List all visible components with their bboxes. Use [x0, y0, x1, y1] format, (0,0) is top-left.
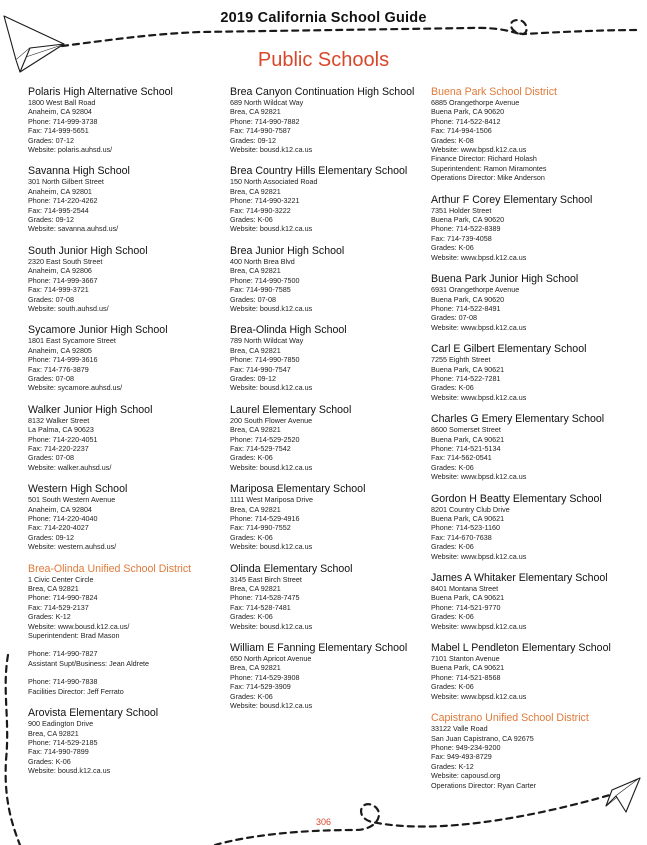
entry-detail-line: Fax: 714-990-7585 — [230, 285, 291, 295]
listing-column-3 — [431, 86, 641, 801]
entry-detail-line: 501 South Western Avenue — [28, 495, 116, 505]
entry-detail-line: Phone: 714-999-3667 — [28, 275, 98, 285]
entry-detail-line: Website: bousd.k12.ca.us — [230, 542, 313, 552]
entry-detail-line: Grades: K-06 — [431, 682, 474, 692]
school-entry — [431, 572, 641, 631]
entry-detail-line: Grades: K-06 — [431, 462, 474, 472]
school-name: Savanna High School — [28, 165, 130, 178]
entry-detail-line: Grades: K-06 — [230, 691, 273, 701]
entry-detail-line: La Palma, CA 90623 — [28, 425, 94, 435]
entry-detail-line: Grades: K-06 — [28, 756, 71, 766]
entry-detail-line: Buena Park, CA 90621 — [431, 514, 505, 523]
district-entry — [28, 563, 228, 696]
entry-detail-line: Website: south.auhsd.us/ — [28, 303, 109, 313]
entry-detail-line: Anaheim, CA 92805 — [28, 345, 92, 355]
entry-detail-line: Brea, CA 92821 — [230, 425, 281, 435]
entry-detail-line: Fax: 714-994-1506 — [431, 126, 492, 136]
school-entry — [28, 404, 228, 472]
entry-detail-line: 1 Civic Center Circle — [28, 574, 94, 584]
school-entry — [230, 245, 430, 313]
district-entry — [431, 712, 641, 790]
entry-detail-line: Anaheim, CA 92804 — [28, 107, 92, 117]
school-entry — [28, 324, 228, 392]
entry-detail-line: 2320 East South Street — [28, 256, 103, 266]
entry-detail-line: 1800 West Ball Road — [28, 98, 96, 107]
entry-detail-line: Phone: 714-523-1160 — [431, 523, 501, 533]
entry-detail-line: Phone: 714-990-7500 — [230, 275, 300, 285]
entry-detail-line: Website: savanna.auhsd.us/ — [28, 224, 119, 234]
entry-detail-line: Anaheim, CA 92801 — [28, 186, 92, 196]
school-name: Buena Park Junior High School — [431, 273, 579, 286]
entry-detail-line: 8132 Walker Street — [28, 415, 90, 425]
school-entry — [28, 245, 228, 313]
entry-detail-line: 200 South Flower Avenue — [230, 415, 313, 425]
district-name: Buena Park School District — [431, 86, 558, 98]
school-name: Carl E Gilbert Elementary School — [431, 343, 587, 356]
school-name: Brea Junior High School — [230, 244, 345, 257]
entry-detail-line: Anaheim, CA 92806 — [28, 266, 92, 276]
entry-detail-line: Grades: K-06 — [230, 532, 273, 542]
entry-detail-line: Brea, CA 92821 — [230, 345, 281, 355]
entry-detail-line: Fax: 714-990-7552 — [230, 523, 291, 533]
entry-detail-line: Website: polaris.auhsd.us/ — [28, 145, 113, 155]
entry-detail-line: Website: www.bpsd.k12.ca.us — [431, 145, 527, 155]
entry-detail-line: Fax: 714-990-7899 — [28, 747, 89, 757]
school-name: Brea-Olinda High School — [230, 324, 347, 337]
entry-detail-line: Fax: 714-529-3909 — [230, 682, 291, 692]
entry-detail-line: Grades: 07-08 — [28, 453, 74, 463]
entry-detail-line: Buena Park, CA 90621 — [431, 663, 505, 673]
entry-detail-line: Phone: 714-999-3616 — [28, 355, 98, 365]
entry-detail-line: Website: bousd.k12.ca.us — [230, 462, 313, 472]
entry-detail-line: Phone: 714-522-8389 — [431, 224, 501, 234]
school-entry — [431, 194, 641, 262]
district-name: Capistrano Unified School District — [431, 712, 589, 725]
entry-detail-line: Website: www.bpsd.k12.ca.us — [431, 691, 527, 701]
entry-detail-line: Grades: 09-12 — [28, 215, 74, 225]
entry-detail-line: Phone: 714-521-9770 — [431, 602, 501, 612]
entry-detail-line: Phone: 714-220-4040 — [28, 514, 98, 523]
entry-detail-line: Website: bousd.k12.ca.us — [230, 145, 313, 155]
entry-detail-line: Fax: 714-562-0541 — [431, 453, 492, 463]
entry-detail-line: Buena Park, CA 90620 — [431, 294, 505, 304]
entry-detail-line: Brea, CA 92821 — [28, 728, 79, 738]
entry-detail-line: San Juan Capistrano, CA 92675 — [431, 733, 534, 743]
entry-detail-line: Assistant Supt/Business: Jean Aldrete — [28, 658, 150, 668]
entry-detail-line: 650 North Apricot Avenue — [230, 654, 312, 664]
entry-detail-line: 900 Eadington Drive — [28, 719, 94, 729]
entry-detail-line: Grades: 07-08 — [230, 294, 276, 304]
entry-detail-line: Phone: 714-990-3221 — [230, 196, 300, 206]
entry-detail-line: 1801 East Sycamore Street — [28, 336, 116, 346]
entry-detail-line: Buena Park, CA 90621 — [431, 593, 505, 603]
entry-detail-line: Phone: 714-522-8412 — [431, 116, 501, 126]
school-name: Brea Country Hills Elementary School — [230, 165, 408, 178]
entry-detail-line: Phone: 714-522-7281 — [431, 373, 501, 383]
entry-detail-line: Website: western.auhsd.us/ — [28, 542, 117, 552]
entry-detail-line: 301 North Gilbert Street — [28, 177, 104, 187]
section-title: Public Schools — [257, 49, 390, 71]
entry-detail-line: Website: www.bpsd.k12.ca.us — [431, 322, 527, 332]
entry-detail-line: Fax: 714-670-7638 — [431, 532, 492, 542]
entry-detail-line: Fax: 714-995-2544 — [28, 205, 89, 215]
entry-detail-line: Fax: 714-990-7587 — [230, 126, 291, 136]
entry-detail-line: Grades: 07-12 — [28, 135, 74, 145]
entry-detail-line: Fax: 714-528-7481 — [230, 602, 291, 612]
school-name: Sycamore Junior High School — [28, 324, 168, 337]
entry-detail-line: 7255 Eighth Street — [431, 355, 491, 365]
school-name: Polaris High Alternative School — [28, 86, 173, 98]
entry-detail-line: Phone: 714-220-4262 — [28, 196, 98, 206]
entry-detail-line: Superintendent: Brad Mason — [28, 631, 120, 641]
entry-detail-line: Fax: 714-999-5651 — [28, 126, 89, 136]
entry-detail-line: Grades: K-12 — [28, 612, 71, 622]
entry-detail-line: Grades: 07-08 — [28, 373, 74, 383]
entry-detail-line: Phone: 714-521-8568 — [431, 672, 501, 682]
entry-detail-line: Facilities Director: Jeff Ferrato — [28, 686, 124, 696]
entry-detail-line: 8201 Country Club Drive — [431, 504, 510, 514]
entry-detail-line: Brea, CA 92821 — [230, 266, 281, 276]
guide-title: 2019 California School Guide — [220, 10, 427, 26]
entry-detail-line: Brea, CA 92821 — [28, 584, 79, 594]
entry-detail-line: Phone: 714-529-3908 — [230, 672, 300, 682]
school-name: Western High School — [28, 483, 128, 496]
entry-detail-line: Website: www.bousd.k12.ca.us/ — [28, 621, 130, 631]
entry-detail-line: Grades: K-06 — [230, 215, 273, 225]
school-name: Walker Junior High School — [28, 403, 153, 416]
entry-detail-line: Website: www.bpsd.k12.ca.us — [431, 252, 527, 262]
school-entry — [28, 707, 228, 775]
entry-detail-line: 6931 Orangethorpe Avenue — [431, 285, 520, 295]
school-entry — [431, 642, 641, 701]
entry-detail-line: Phone: 714-521-5134 — [431, 443, 501, 453]
entry-detail-line: Operations Director: Ryan Carter — [431, 780, 537, 790]
entry-detail-line: 3145 East Birch Street — [230, 574, 302, 584]
school-name: Arovista Elementary School — [28, 707, 159, 720]
school-entry — [431, 343, 641, 402]
entry-detail-line: Brea, CA 92821 — [230, 186, 281, 196]
entry-detail-line: Fax: 714-990-7547 — [230, 364, 291, 374]
entry-detail-line: Phone: 714-522-8491 — [431, 303, 501, 313]
school-name: Brea Canyon Continuation High School — [230, 86, 415, 98]
entry-detail-line: 7351 Holder Street — [431, 205, 492, 215]
school-name: Olinda Elementary School — [230, 562, 353, 575]
entry-detail-line: Website: capousd.org — [431, 771, 501, 781]
entry-detail-line: Website: bousd.k12.ca.us — [230, 383, 313, 393]
entry-detail-line: Fax: 714-220-2237 — [28, 443, 89, 453]
entry-detail-line: Grades: 09-12 — [230, 373, 276, 383]
entry-detail-line: Fax: 714-529-2137 — [28, 602, 89, 612]
entry-detail-line: Fax: 714-990-3222 — [230, 205, 291, 215]
entry-detail-line: Phone: 714-529-4916 — [230, 514, 300, 523]
entry-detail-line: Fax: 714-776-3879 — [28, 364, 89, 374]
entry-detail-line: Grades: K-06 — [431, 243, 474, 253]
entry-detail-line: Phone: 714-528-7475 — [230, 593, 300, 603]
entry-detail-line: Brea, CA 92821 — [230, 584, 281, 594]
entry-detail-line: Website: sycamore.auhsd.us/ — [28, 383, 123, 393]
entry-detail-line: Phone: 714-990-7882 — [230, 116, 300, 126]
entry-detail-line: 6885 Orangethorpe Avenue — [431, 98, 520, 107]
school-name: Mabel L Pendleton Elementary School — [431, 642, 611, 655]
entry-detail-line: Grades: K-12 — [431, 761, 474, 771]
entry-detail-line: Grades: K-06 — [431, 383, 474, 393]
entry-detail-line: Website: bousd.k12.ca.us — [28, 766, 111, 776]
entry-detail-line: Grades: 09-12 — [28, 532, 74, 542]
listing-column-2 — [230, 86, 430, 722]
entry-detail-line: Brea, CA 92821 — [230, 107, 281, 117]
school-entry — [28, 86, 228, 154]
entry-detail-line: Fax: 714-999-3721 — [28, 285, 89, 295]
entry-detail-line: 150 North Associated Road — [230, 177, 318, 187]
entry-detail-line: Anaheim, CA 92804 — [28, 504, 92, 514]
entry-detail-line: Grades: 07-08 — [431, 313, 477, 323]
school-entry — [230, 404, 430, 472]
school-name: William E Fanning Elementary School — [230, 642, 408, 655]
district-entry — [431, 86, 641, 183]
entry-detail-line: Brea, CA 92821 — [230, 663, 281, 673]
district-name: Brea-Olinda Unified School District — [28, 562, 192, 575]
school-entry — [28, 165, 228, 233]
entry-detail-line: Finance Director: Richard Holash — [431, 154, 537, 164]
entry-detail-line: Phone: 949-234-9200 — [431, 742, 501, 752]
school-entry — [230, 86, 430, 154]
school-entry — [28, 483, 228, 551]
entry-detail-line: Grades: K-06 — [230, 453, 273, 463]
school-name: Arthur F Corey Elementary School — [431, 193, 593, 206]
listing-column-1 — [28, 86, 228, 787]
entry-detail-line: Grades: K-08 — [431, 135, 474, 145]
entry-detail-line: Phone: 714-990-7824 — [28, 593, 98, 603]
entry-detail-line: Phone: 714-999-3738 — [28, 116, 98, 126]
entry-detail-line: Superintendent: Ramon Miramontes — [431, 163, 547, 173]
entry-detail-line: Buena Park, CA 90621 — [431, 434, 505, 444]
school-entry — [230, 642, 430, 710]
entry-detail-line: 689 North Wildcat Way — [230, 98, 304, 107]
entry-detail-line: Grades: K-06 — [431, 612, 474, 622]
entry-detail-line: Website: bousd.k12.ca.us — [230, 701, 313, 711]
entry-detail-line: Website: bousd.k12.ca.us — [230, 303, 313, 313]
page-number: 306 — [315, 817, 332, 827]
entry-detail-line: Website: www.bpsd.k12.ca.us — [431, 551, 527, 561]
school-name: James A Whitaker Elementary School — [431, 572, 608, 585]
entry-detail-line: Website: bousd.k12.ca.us — [230, 224, 313, 234]
entry-detail-line: Website: www.bpsd.k12.ca.us — [431, 472, 527, 482]
school-entry — [431, 273, 641, 332]
entry-detail-line: Phone: 714-990-7850 — [230, 355, 300, 365]
entry-detail-line: 33122 Valle Road — [431, 724, 488, 734]
school-entry — [230, 563, 430, 631]
entry-detail-line: Phone: 714-990-7827 — [28, 649, 98, 659]
entry-detail-line: 8401 Montana Street — [431, 584, 499, 594]
entry-detail-line: Buena Park, CA 90620 — [431, 215, 505, 225]
entry-detail-line: Fax: 714-220-4027 — [28, 523, 89, 533]
entry-detail-line: 7101 Stanton Avenue — [431, 654, 500, 664]
entry-detail-line: Fax: 714-739-4058 — [431, 233, 492, 243]
entry-detail-line: Website: www.bpsd.k12.ca.us — [431, 392, 527, 402]
entry-detail-line: Grades: 07-08 — [28, 294, 74, 304]
entry-detail-line: Fax: 949-493-8729 — [431, 752, 492, 762]
entry-detail-line: Website: bousd.k12.ca.us — [230, 621, 313, 631]
entry-detail-line: Phone: 714-529-2520 — [230, 434, 300, 444]
entry-detail-line: Buena Park, CA 90621 — [431, 364, 505, 374]
school-name: South Junior High School — [28, 244, 148, 257]
entry-detail-line: 8600 Somerset Street — [431, 425, 501, 435]
school-name: Gordon H Beatty Elementary School — [431, 492, 602, 505]
entry-detail-line: 400 North Brea Blvd — [230, 256, 295, 266]
school-entry — [230, 324, 430, 392]
school-entry — [230, 483, 430, 551]
school-name: Charles G Emery Elementary School — [431, 413, 605, 426]
school-entry — [431, 413, 641, 481]
entry-detail-line: Phone: 714-529-2185 — [28, 737, 98, 747]
entry-detail-line: Grades: K-06 — [230, 612, 273, 622]
entry-detail-line: Brea, CA 92821 — [230, 504, 281, 514]
entry-detail-line: Buena Park, CA 90620 — [431, 107, 505, 117]
entry-detail-line: Phone: 714-990-7838 — [28, 677, 98, 687]
school-entry — [431, 493, 641, 561]
school-name: Laurel Elementary School — [230, 403, 352, 416]
entry-detail-line: Phone: 714-220-4051 — [28, 434, 98, 444]
school-name: Mariposa Elementary School — [230, 483, 366, 496]
entry-detail-line: Grades: 09-12 — [230, 135, 276, 145]
entry-detail-line: Grades: K-06 — [431, 542, 474, 552]
entry-detail-line: Website: walker.auhsd.us/ — [28, 462, 112, 472]
entry-detail-line: Operations Director: Mike Anderson — [431, 173, 545, 183]
spacer — [28, 668, 228, 677]
entry-detail-line: 789 North Wildcat Way — [230, 336, 304, 346]
entry-detail-line: Fax: 714-529-7542 — [230, 443, 291, 453]
school-entry — [230, 165, 430, 233]
spacer — [28, 640, 228, 649]
entry-detail-line: Website: www.bpsd.k12.ca.us — [431, 621, 527, 631]
entry-detail-line: 1111 West Mariposa Drive — [230, 495, 313, 505]
